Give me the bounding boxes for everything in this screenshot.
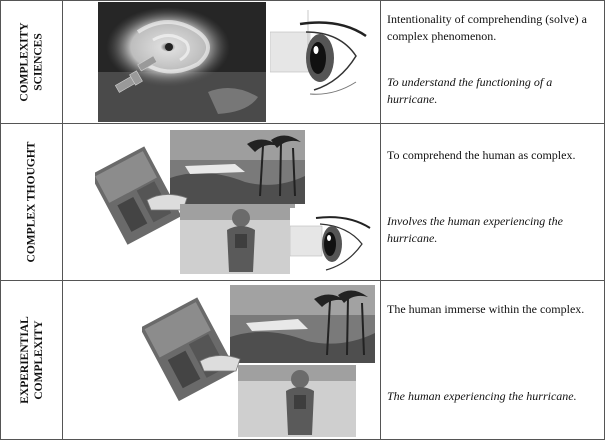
row-description-italic: Involves the human experiencing the hurricane. xyxy=(387,214,563,245)
hurricane-photo-collage xyxy=(95,126,310,276)
row-label-complexity-sciences xyxy=(1,1,62,123)
row-description: The human immerse within the complex. xyxy=(387,302,585,316)
row-label-experiential-complexity xyxy=(1,281,62,439)
column-divider xyxy=(380,0,381,440)
row-label-line: COMPLEXITY xyxy=(32,320,45,400)
eye-drawing xyxy=(270,10,374,105)
row-description: To comprehend the human as complex. xyxy=(387,148,576,162)
eye-drawing xyxy=(290,208,376,278)
column-divider xyxy=(62,0,63,440)
row-description: Intentionality of comprehending (solve) a complex phenomenon. xyxy=(387,12,587,43)
hurricane-photo-collage xyxy=(142,283,377,438)
row-description-italic: The human experiencing the hurricane. xyxy=(387,389,577,403)
table-border-top xyxy=(0,0,605,1)
row-label-complex-thought xyxy=(1,124,62,280)
row-label-line: COMPLEX THOUGHT xyxy=(25,141,38,263)
row-label-line: COMPLEXITY xyxy=(18,22,31,102)
row-divider xyxy=(0,123,605,124)
satellite-hurricane-photo xyxy=(98,2,266,122)
row-label-line: EXPERIENTIAL xyxy=(18,316,31,404)
row-description-italic: To understand the functioning of a hurricane. xyxy=(387,75,553,106)
row-label-line: SCIENCES xyxy=(32,33,45,91)
row-divider xyxy=(0,280,605,281)
